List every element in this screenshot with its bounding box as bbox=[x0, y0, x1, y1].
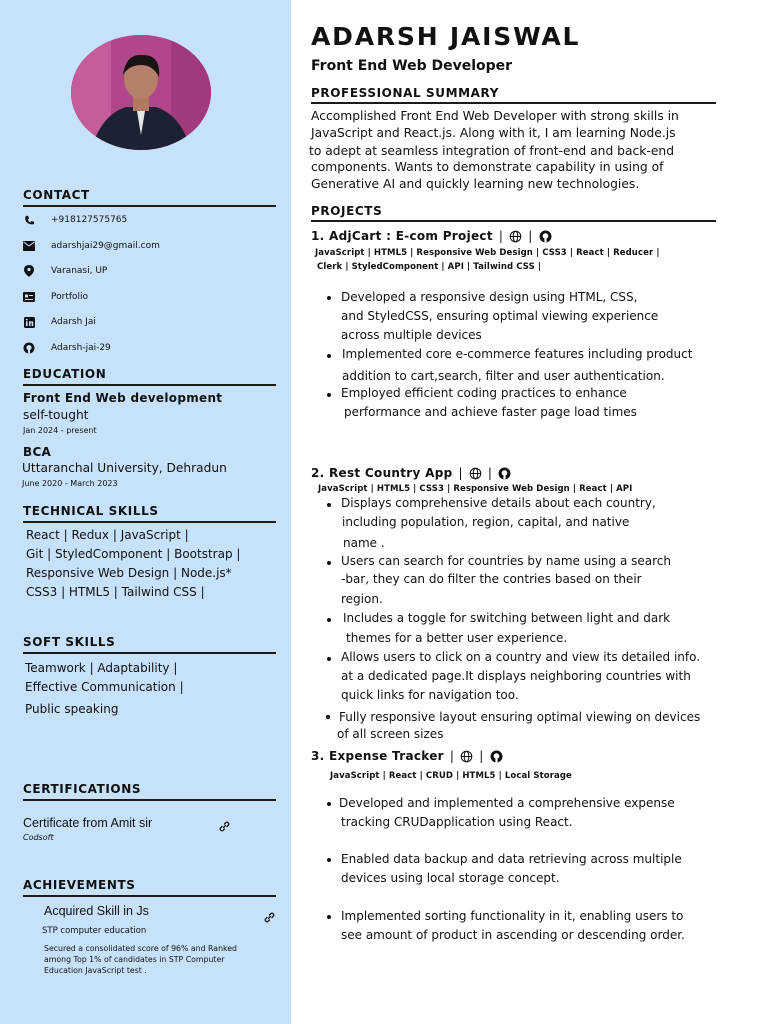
bullet-line: quick links for navigation too. bbox=[341, 688, 519, 702]
bullet-line: name . bbox=[343, 536, 385, 550]
summary-line: components. Wants to demonstrate capability in using of bbox=[311, 160, 664, 174]
bullet-line: Employed efficient coding practices to enhance bbox=[341, 386, 627, 400]
profile-photo bbox=[71, 35, 211, 150]
technical-skills-heading: TECHNICAL SKILLS bbox=[23, 504, 276, 523]
bullet-line: Enabled data backup and data retrieving across multiple bbox=[341, 852, 682, 866]
contact-heading: CONTACT bbox=[23, 188, 276, 207]
title-separator: | bbox=[528, 229, 533, 243]
contact-location bbox=[23, 264, 107, 278]
summary-heading: PROFESSIONAL SUMMARY bbox=[311, 86, 716, 104]
contact-linkedin[interactable] bbox=[23, 315, 96, 329]
contact-github[interactable] bbox=[23, 341, 111, 355]
bullet-dot bbox=[327, 561, 331, 565]
education-degree-2: BCA bbox=[23, 445, 52, 459]
education-dates-1: Jan 2024 - present bbox=[23, 426, 97, 435]
summary-line: Generative AI and quickly learning new technologies. bbox=[311, 177, 640, 191]
github-icon bbox=[23, 342, 35, 354]
bullet-dot bbox=[327, 915, 331, 919]
project-title-text: 3. Expense Tracker bbox=[311, 749, 444, 763]
bullet-line: including population, region, capital, and native bbox=[342, 515, 630, 529]
bullet-line: region. bbox=[341, 592, 383, 606]
globe-icon[interactable] bbox=[460, 750, 473, 763]
sidebar bbox=[0, 0, 291, 1024]
achievement-name: Acquired Skill in Js bbox=[44, 904, 149, 918]
title-separator: | bbox=[487, 466, 493, 480]
title-separator: | bbox=[458, 466, 463, 480]
bullet-dot bbox=[327, 354, 331, 358]
bullet-dot bbox=[326, 715, 330, 719]
contact-github-text: Adarsh-jai-29 bbox=[51, 343, 111, 353]
job-role: Front End Web Developer bbox=[311, 58, 513, 74]
bullet-line: Developed and implemented a comprehensive expense bbox=[339, 796, 675, 810]
contact-email-text: adarshjai29@gmail.com bbox=[51, 241, 160, 251]
linkedin-icon bbox=[23, 316, 35, 328]
certification-issuer: Codsoft bbox=[23, 833, 54, 842]
education-heading: EDUCATION bbox=[23, 367, 276, 386]
link-icon[interactable] bbox=[218, 818, 231, 837]
github-icon[interactable] bbox=[498, 467, 511, 480]
achievement-desc-line: among Top 1% of candidates in STP Computer bbox=[44, 955, 225, 964]
bullet-line: performance and achieve faster page load times bbox=[344, 405, 637, 419]
email-icon bbox=[23, 240, 35, 252]
soft-skills-line: Effective Communication | bbox=[25, 680, 184, 694]
phone-icon bbox=[23, 214, 35, 226]
tech-skills-line: React | Redux | JavaScript | bbox=[26, 528, 189, 542]
achievement-desc-line: Secured a consolidated score of 96% and Ranked bbox=[44, 944, 237, 953]
bullet-line: across multiple devices bbox=[341, 328, 482, 342]
bullet-dot bbox=[327, 393, 331, 397]
bullet-dot bbox=[327, 802, 331, 806]
summary-line: Accomplished Front End Web Developer with strong skills in bbox=[311, 109, 679, 123]
link-icon[interactable] bbox=[263, 909, 276, 928]
certification-name: Certificate from Amit sir bbox=[23, 816, 153, 830]
bullet-line: Allows users to click on a country and view its detailed info. bbox=[341, 650, 701, 664]
bullet-line: at a dedicated page.It displays neighboring countries with bbox=[341, 669, 691, 683]
bullet-line: see amount of product in ascending or descending order. bbox=[341, 928, 685, 942]
bullet-dot bbox=[327, 657, 331, 661]
bullet-line: Includes a toggle for switching between light and dark bbox=[343, 611, 671, 625]
bullet-dot bbox=[327, 296, 331, 300]
title-separator: | bbox=[498, 229, 504, 243]
bullet-line: Developed a responsive design using HTML, CSS, bbox=[341, 290, 638, 304]
tech-skills-line: CSS3 | HTML5 | Tailwind CSS | bbox=[26, 585, 205, 599]
contact-phone[interactable] bbox=[23, 213, 127, 227]
summary-line: to adept at seamless integration of front-end and back-end bbox=[309, 144, 675, 158]
tech-stack-line: JavaScript | HTML5 | Responsive Web Design | CSS3 | React | Reducer | bbox=[315, 248, 660, 258]
project-title-text: 1. AdjCart : E-com Project bbox=[311, 229, 493, 243]
github-icon[interactable] bbox=[490, 750, 503, 763]
soft-skills-line: Public speaking bbox=[25, 702, 119, 716]
certifications-heading: CERTIFICATIONS bbox=[23, 782, 276, 801]
achievement-desc-line: Education JavaScript test . bbox=[44, 966, 147, 975]
bullet-line: tracking CRUDapplication using React. bbox=[341, 815, 573, 829]
contact-email[interactable] bbox=[23, 239, 160, 253]
profile-photo-image bbox=[71, 35, 211, 150]
achievement-issuer: STP computer education bbox=[42, 926, 147, 936]
bullet-line: of all screen sizes bbox=[337, 727, 444, 741]
globe-icon[interactable] bbox=[469, 467, 482, 480]
tech-skills-line: Responsive Web Design | Node.js* bbox=[26, 566, 232, 580]
bullet-line: devices using local storage concept. bbox=[341, 871, 560, 885]
bullet-dot bbox=[327, 503, 331, 507]
projects-heading: PROJECTS bbox=[311, 204, 716, 222]
contact-linkedin-text: Adarsh Jai bbox=[51, 317, 96, 327]
main-content bbox=[291, 0, 768, 1024]
bullet-line: Displays comprehensive details about each country, bbox=[341, 496, 656, 510]
achievements-heading: ACHIEVEMENTS bbox=[23, 878, 276, 897]
location-pin-icon bbox=[23, 265, 35, 277]
contact-location-text: Varanasi, UP bbox=[51, 266, 108, 276]
bullet-line: addition to cart,search, filter and user authentication. bbox=[342, 369, 665, 383]
contact-phone-text: +918127575765 bbox=[51, 215, 128, 225]
bullet-line: and StyledCSS, ensuring optimal viewing experience bbox=[341, 309, 659, 323]
person-name: ADARSH JAISWAL bbox=[311, 22, 581, 51]
bullet-line: Users can search for countries by name using a search bbox=[341, 554, 671, 568]
contact-portfolio-text: Portfolio bbox=[51, 292, 89, 302]
bullet-dot bbox=[327, 858, 331, 862]
education-dates-2: June 2020 - March 2023 bbox=[22, 479, 118, 488]
soft-skills-line: Teamwork | Adaptability | bbox=[25, 661, 178, 675]
education-degree-1: Front End Web development bbox=[23, 391, 223, 405]
bullet-line: themes for a better user experience. bbox=[346, 631, 568, 645]
tech-stack-line: JavaScript | HTML5 | CSS3 | Responsive Web Design | React | API bbox=[318, 484, 633, 494]
contact-portfolio[interactable] bbox=[23, 290, 88, 304]
project-title-text: 2. Rest Country App bbox=[311, 466, 453, 480]
soft-skills-heading: SOFT SKILLS bbox=[23, 635, 276, 654]
tech-skills-line: Git | StyledComponent | Bootstrap | bbox=[26, 547, 241, 561]
tech-stack-line: Clerk | StyledComponent | API | Tailwind CSS | bbox=[317, 262, 542, 272]
project-title-2 bbox=[311, 466, 511, 480]
bullet-line: Fully responsive layout ensuring optimal viewing on devices bbox=[339, 710, 701, 724]
bullet-dot bbox=[327, 618, 331, 622]
bullet-line: -bar, they can do filter the contries based on their bbox=[341, 572, 642, 586]
globe-icon[interactable] bbox=[509, 230, 522, 243]
github-icon[interactable] bbox=[539, 230, 552, 243]
tech-stack-line: JavaScript | React | CRUD | HTML5 | Local Storage bbox=[330, 771, 572, 781]
bullet-line: Implemented core e-commerce features including product bbox=[342, 347, 693, 361]
summary-line: JavaScript and React.js. Along with it, I am learning Node.js bbox=[311, 126, 676, 140]
education-school-1: self-tought bbox=[23, 408, 89, 422]
project-title-1 bbox=[311, 229, 552, 243]
project-title-3 bbox=[311, 749, 503, 763]
bullet-line: Implemented sorting functionality in it, enabling users to bbox=[341, 909, 684, 923]
portfolio-icon bbox=[23, 291, 35, 303]
education-school-2: Uttaranchal University, Dehradun bbox=[22, 461, 227, 475]
title-separator: | bbox=[449, 749, 455, 763]
title-separator: | bbox=[479, 749, 484, 763]
